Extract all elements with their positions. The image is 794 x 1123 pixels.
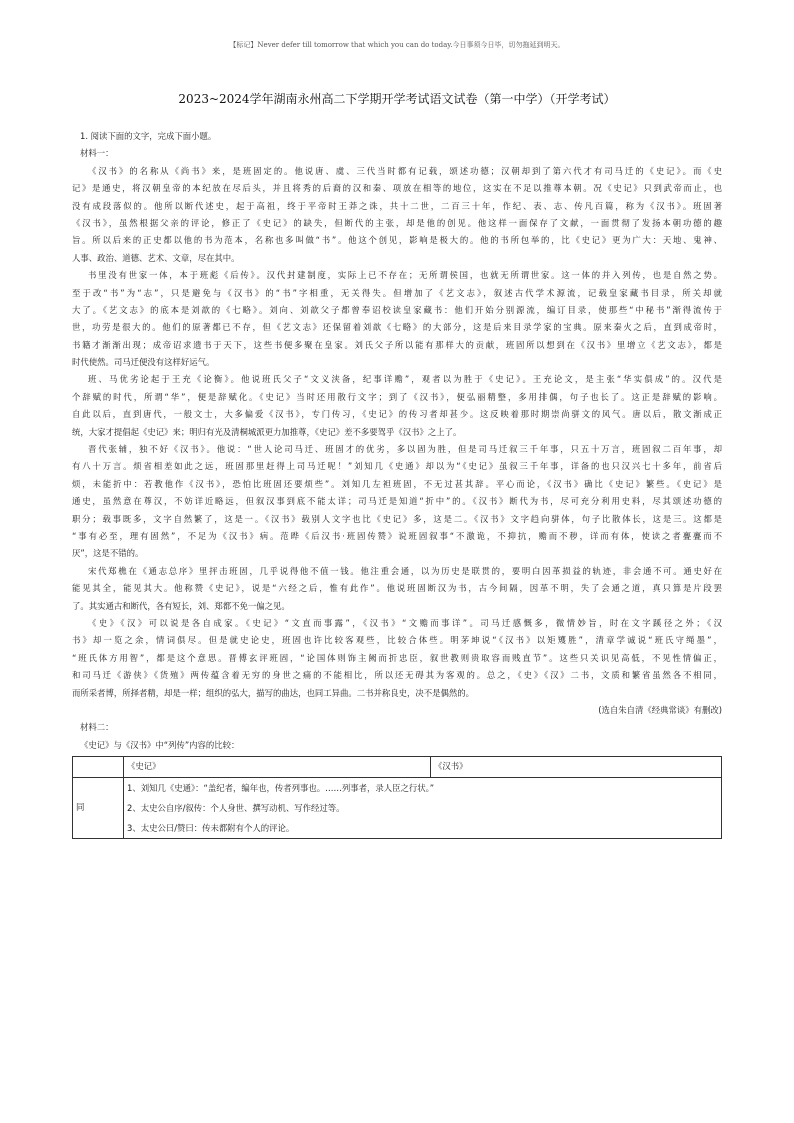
- paragraph-line: 《史》《汉》可以说是各自成家。《史记》“文直而事露”，《汉书》“文赡而事详”。司马迁感慨多，微情妙旨，时在文字蹊径之外；《汉: [88, 617, 722, 628]
- table-caption: 《史记》与《汉书》中“列传”内容的比较：: [80, 739, 240, 750]
- paragraph-line: 了。其实通古和断代，各有短长，刘、郑都不免一偏之见。: [72, 600, 290, 611]
- paragraph: [72, 163, 722, 267]
- table-header-row: [73, 757, 722, 778]
- table-cell-line: 1、刘知几《史通》：“盖纪者，编年也，传者列事也。……列事者，录人臣之行状。”: [127, 783, 435, 794]
- paragraph-line: 至于改“书”为“志”，只是避免与《汉书》的“书”字相重，无关得失。但增加了《艺文志》，叙述古代学术源流，记载皇家藏书目录，所关却就: [72, 287, 722, 298]
- comparison-table: [72, 756, 722, 839]
- article-content: [72, 128, 722, 839]
- paragraph-line: 书里没有世家一体，本于班彪《后传》。汉代封建制度，实际上已不存在；无所谓侯国，也就无所谓世家。这一体的并入列传，也是自然之势。: [88, 270, 722, 281]
- paragraph-line: 大了。《艺文志》的底本是刘歆的《七略》。刘向、刘歆父子都曾奉诏校读皇家藏书：他们开始分别源流，编订目录，使那些“中秘书”渐得流传于: [72, 304, 722, 315]
- table-cell-line: 2、太史公自序/叙传：个人身世、撰写动机、写作经过等。: [127, 803, 345, 814]
- paragraph-line: 通史，虽然意在尊汉，不妨详近略远，但叙汉事到底不能太详；司马迁是知道“折中”的。《汉书》断代为书，尽可充分利用史料，尽其颂述功德的: [72, 496, 722, 507]
- paragraph-line: 旨。所以后来的正史都以他的书为范本，名称也多叫做“书”。他这个创见，影响是极大的。他的书所包举的，比《史记》更为广大：天地、鬼神、: [72, 235, 722, 246]
- paragraph-line: 个辞赋的时代，所谓“华”，便是辞赋化。《史记》当时还用散行文字；到了《汉书》，便弘丽精整，多用排偶，句子也长了。这正是辞赋的影响。: [72, 391, 722, 402]
- paragraph: [72, 371, 722, 441]
- paragraph-line: 厌”，这是不错的。: [72, 548, 144, 559]
- source-note: (选自朱自清《经典常谈》有删改): [598, 704, 722, 715]
- paragraph-line: 时代使然。司马迁便没有这样好运气。: [72, 357, 215, 368]
- paragraph-line: 书籍才渐渐出现；成帝诏求遗书于天下，这些书便多聚在皇家。刘氏父子所以能有那样大的贡献，班固所以想到在《汉书》里增立《艺文志》，都是: [72, 339, 722, 350]
- paragraph-line: 自此以后，直到唐代，一般文士，大多偏爱《汉书》，专门传习，《史记》的传习者却甚少。这反映着那时期崇尚骈文的风气。唐以后，散文渐成正: [72, 409, 722, 420]
- paragraph: [72, 267, 722, 371]
- paragraph-line: 烦，未能折中：若教他作《汉书》，恐怕比班固还要烦些”。刘知几左袒班固，不无过甚其辞。平心而论，《汉书》确比《史记》繁些。《史记》是: [72, 478, 722, 489]
- paragraph-line: “事有必至，理有固然”，不足为《汉书》病。范晔《后汉书·班固传赞》说班固叙事“不激诡，不抑抗，赡而不秽，详而有体，使读之者亹亹而不: [72, 530, 722, 541]
- paragraph-line: 职分；载事既多，文字自然繁了，这是一。《汉书》载别人文字也比《史记》多，这是二。《汉书》文字趋向骈体，句子比散体长，这是三。这都是: [72, 513, 722, 524]
- material-1-label: 材料一：: [80, 148, 114, 159]
- material-2-label: 材料二：: [80, 722, 114, 733]
- table-row: [73, 778, 722, 839]
- paragraph: [72, 563, 722, 615]
- table-header-cell: [73, 757, 124, 778]
- paragraph-line: 《汉书》的名称从《尚书》来，是班固定的。他说唐、虞、三代当时都有记载，颂述功德；汉朝却到了第六代才有司马迁的《史记》。而《史: [88, 165, 722, 176]
- table-row-label: 同: [73, 778, 124, 839]
- table-header-cell: 《史记》: [124, 757, 431, 778]
- question-intro: 1. 阅读下面的文字，完成下面小题。: [80, 131, 217, 141]
- paragraph-line: “班氏体方用智”，都是这个意思。晋傅玄评班固，“论国体则饰主阙而折忠臣，叙世教则贵取容而贱直节”。这些只关识见高低，不见性情偏正，: [72, 652, 722, 663]
- paragraph-line: 统，大家才提倡起《史记》来；明归有光及清桐城派更力加推尊，《史记》差不多要驾乎《汉书》之上了。: [72, 426, 462, 437]
- paragraph-line: 人事、政治、道德、艺术、文章，尽在其中。: [72, 252, 240, 263]
- paragraph-line: 《汉书》，虽然根据父亲的评论，修正了《史记》的缺失，但断代的主张，却是他的创见。他这样一面保存了文献，一面贯彻了发扬本朝功德的趣: [72, 217, 722, 228]
- page-title: 2023~2024学年湖南永州高二下学期开学考试语文试卷（第一中学）（开学考试）: [178, 92, 616, 106]
- material-1-body: [72, 163, 722, 702]
- table-cell: [124, 778, 722, 839]
- paragraph-line: 没有成段落似的。他所以断代述史，起于高祖，终于平帝时王莽之诛，共十二世，二百三十年，作纪、表、志、传凡百篇，称为《汉书》。班固著: [72, 200, 722, 211]
- paragraph-line: 班、马优劣论起于王充《论衡》。他说班氏父子“文义浃备，纪事详赡”，观者以为胜于《史记》。王充论文，是主张“华实俱成”的。汉代是: [88, 374, 722, 385]
- paragraph: [72, 615, 722, 702]
- table-cell-line: 3、太史公曰/赞曰：传未都附有个人的评论。: [127, 823, 295, 834]
- paragraph-line: 能见其全，能见其大。他称赞《史记》，说是“六经之后，惟有此作”。他说班固断汉为书，古今间隔，因革不明，失了会通之道，真只算是片段罢: [72, 583, 722, 594]
- paragraph-line: 有八十万言。烦省相差如此之远，班固那里赶得上司马迁呢！”刘知几《史通》却以为“《史记》虽叙三千年事，详备的也只汉兴七十多年，前省后: [72, 461, 722, 472]
- paragraph-line: 书》却一览之余，情词俱尽。但是就史论史，班固也许比较客观些，比较合体些。明茅坤说“《汉书》以矩矱胜”，清章学诚说“班氏守绳墨”，: [72, 635, 722, 646]
- paragraph-line: 宋代郑樵在《通志总序》里抨击班固，几乎说得他不值一钱。他注重会通，以为历史是联贯的，要明白因革损益的轨迹，非会通不可。通史好在: [88, 565, 722, 576]
- paragraph-line: 记》是通史，将汉朝皇帝的本纪放在尽后头，并且将秀的后裔的汉和秦、项放在相等的地位，这实在不足以推尊本朝。况《史记》只到武帝而止，也: [72, 183, 722, 194]
- paragraph-line: 而所采者博，所择者精，却是一样；组织的弘大，描写的曲达，也同工异曲。二书并称良史，决不是偶然的。: [72, 687, 474, 698]
- paragraph-line: 世，功劳是很大的。他们的原著都已不存，但《艺文志》还保留着刘歆《七略》的大部分，这是后来目录学家的宝典。原来秦火之后，直到成帝时，: [72, 322, 722, 333]
- paragraph-line: 晋代张辅，独不好《汉书》。他说：“世人论司马迁、班固才的优劣，多以固为胜，但是司马迁叙三千年事，只五十万言，班固叙二百年事，却: [88, 444, 722, 455]
- header-note: 【标记】Never defer till tomorrow that which you can do today.今日事须今日毕，切勿拖延到明天。: [229, 41, 565, 49]
- paragraph-line: 和司马迁《游侠》《货殖》两传蕴含着无穷的身世之痛的不能相比，所以还无碍其为客观的。总之，《史》《汉》二书，文质和繁省虽然各不相同，: [72, 670, 722, 681]
- paragraph: [72, 441, 722, 563]
- table-header-cell: 《汉书》: [431, 757, 722, 778]
